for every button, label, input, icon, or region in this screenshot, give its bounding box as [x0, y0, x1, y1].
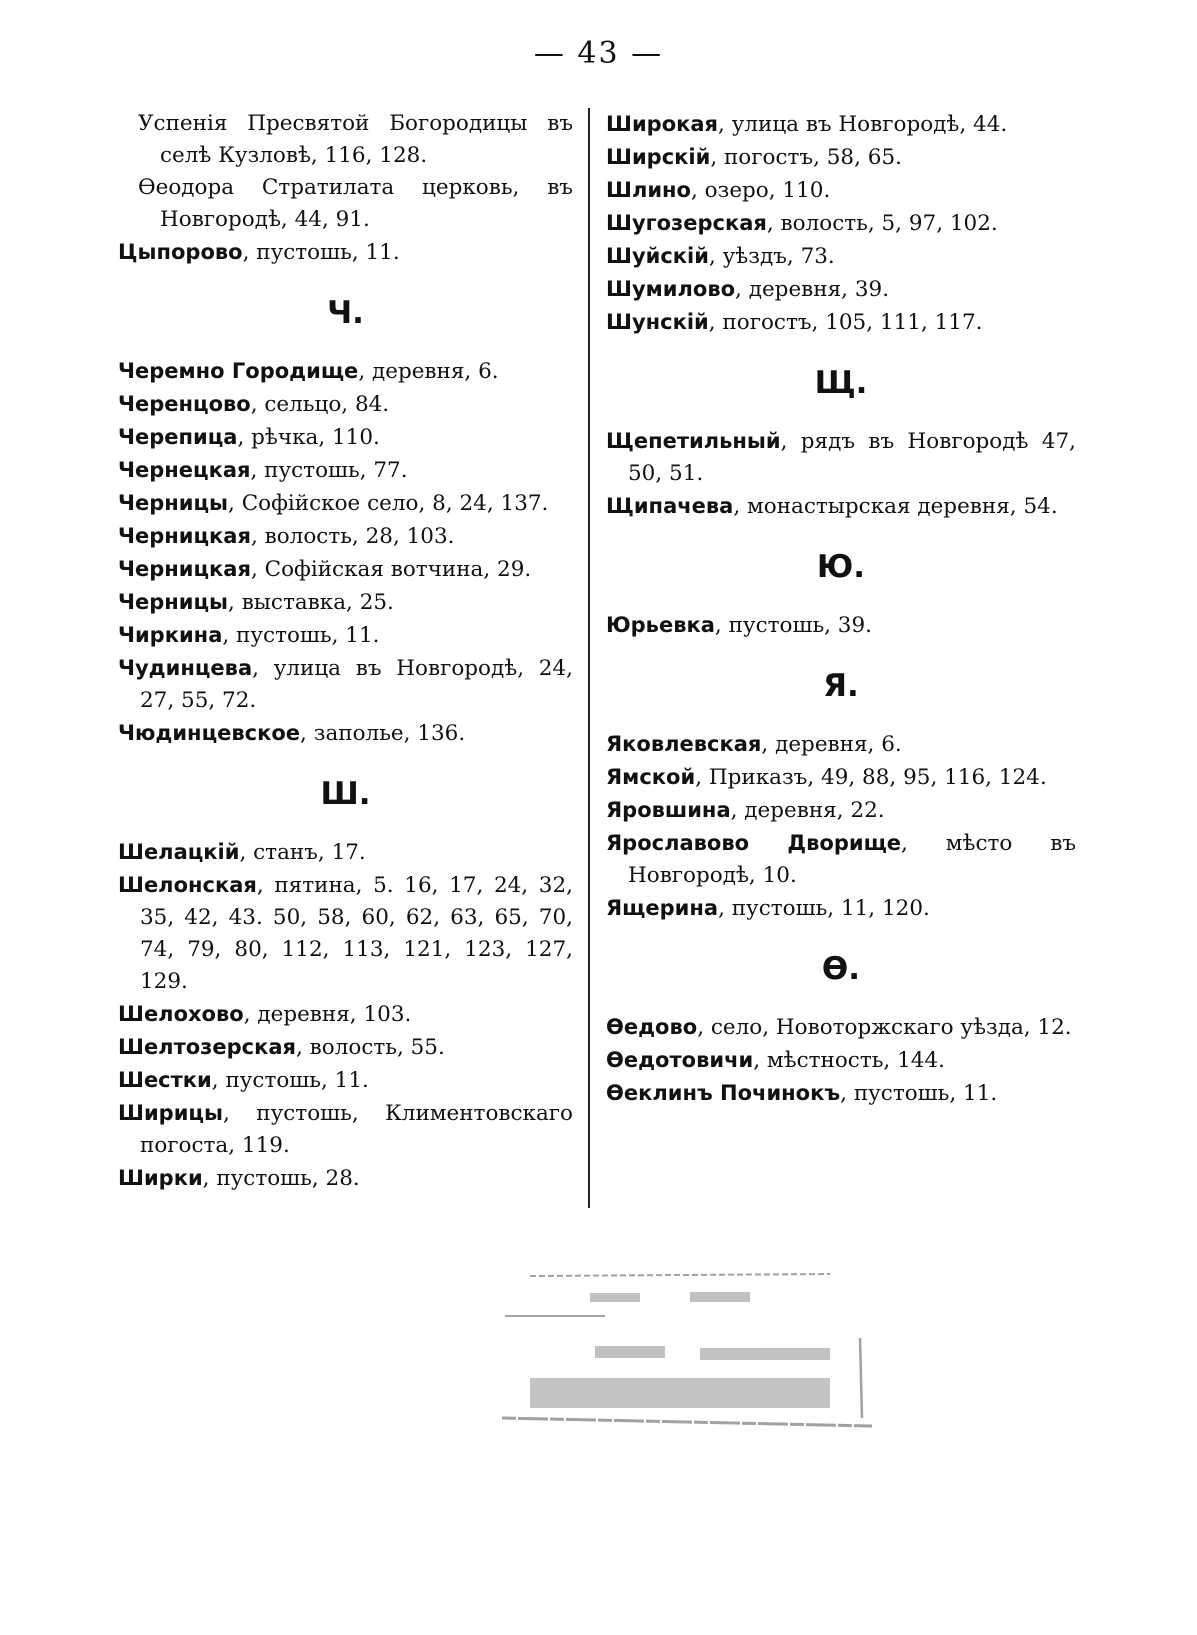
- right-column: [606, 108, 1076, 1110]
- entry-headword: Ширицы: [118, 1101, 223, 1125]
- index-entry: [118, 421, 573, 454]
- entry-headword: Щепетильный: [606, 429, 781, 453]
- section-letter: Ш.: [320, 776, 371, 812]
- left-column: [118, 108, 573, 1195]
- entry-text: , пустошь, 11.: [211, 1068, 369, 1093]
- entry-text: , деревня, 6.: [761, 732, 902, 757]
- entry-headword: Ящерина: [606, 896, 719, 920]
- index-entry: [606, 240, 1076, 273]
- section-letter: Щ.: [814, 365, 868, 401]
- section-letter: Ч.: [327, 295, 364, 331]
- index-entry: [606, 827, 1076, 892]
- index-entry: [606, 141, 1076, 174]
- entry-text: Успенія Пресвятой Богородицы въ селѣ Кузловѣ, 116, 128.: [138, 111, 573, 168]
- entry-text: , пустошь, 11.: [242, 240, 400, 265]
- entry-text: Ѳеодора Стратилата церковь, въ Новгородѣ, 44, 91.: [138, 175, 573, 232]
- index-entry: [118, 454, 573, 487]
- entry-headword: Шугозерская: [606, 211, 767, 235]
- entry-headword: Чиркина: [118, 623, 223, 647]
- entry-headword: Шелонская: [118, 873, 257, 897]
- page-number: — 43 —: [533, 36, 664, 71]
- index-entry: [606, 609, 1076, 642]
- entry-text: , погостъ, 58, 65.: [710, 145, 902, 170]
- entry-text: , пустошь, Климентовскаго погоста, 119.: [140, 1101, 573, 1158]
- entry-headword: Черницы: [118, 590, 229, 614]
- index-entry: [606, 306, 1076, 339]
- entry-text: , волость, 5, 97, 102.: [766, 211, 998, 236]
- entry-headword: Ярославово Дворище: [606, 831, 902, 855]
- entry-headword: Шелохово: [118, 1002, 244, 1026]
- entry-text: , Софійская вотчина, 29.: [250, 557, 532, 582]
- index-entry: [606, 1077, 1076, 1110]
- entry-headword: Черемно Городище: [118, 359, 359, 383]
- entry-text: , монастырская деревня, 54.: [733, 494, 1058, 519]
- entry-headword: Шуйскій: [606, 244, 709, 268]
- entry-text: , озеро, 110.: [690, 178, 831, 203]
- index-entry: [606, 490, 1076, 523]
- index-entry: [606, 794, 1076, 827]
- entry-text: , улица въ Новгородѣ, 24, 27, 55, 72.: [140, 656, 573, 713]
- index-entry: [118, 619, 573, 652]
- entry-headword: Шелтозерская: [118, 1035, 296, 1059]
- index-entry: [118, 553, 573, 586]
- entry-headword: Яровшина: [606, 798, 731, 822]
- index-entry: [606, 761, 1076, 794]
- entry-headword: Ѳедотовичи: [606, 1048, 754, 1072]
- section-letter: Ѳ.: [821, 951, 861, 987]
- entry-headword: Шлино: [606, 178, 691, 202]
- column-divider: [588, 108, 590, 1208]
- index-entry: [118, 520, 573, 553]
- index-entry: [606, 1044, 1076, 1077]
- entry-text: , выставка, 25.: [228, 590, 394, 615]
- entry-text: , пятина, 5. 16, 17, 24, 32, 35, 42, 43. 50, 58, 60, 62, 63, 65, 70, 74, 79, 80, 112, 113, 121, 123, 127, 129.: [140, 873, 573, 994]
- entry-text: , село, Новоторжскаго уѣзда, 12.: [697, 1015, 1072, 1040]
- index-entry: [118, 717, 573, 750]
- index-entry: [606, 892, 1076, 925]
- index-entry: [118, 869, 573, 998]
- section-letter: Ю.: [816, 549, 866, 585]
- index-entry: [118, 172, 573, 236]
- index-entry: [118, 388, 573, 421]
- index-entry: [118, 1031, 573, 1064]
- index-entry: [606, 425, 1076, 490]
- entry-text: , погостъ, 105, 111, 117.: [708, 310, 983, 335]
- entry-headword: Щипачева: [606, 494, 734, 518]
- entry-headword: Ширскій: [606, 145, 711, 169]
- entry-headword: Чудинцева: [118, 656, 253, 680]
- entry-headword: Черницкая: [118, 557, 251, 581]
- entry-text: , деревня, 22.: [730, 798, 885, 823]
- entry-text: , пустошь, 11.: [840, 1081, 998, 1106]
- entry-text: , пустошь, 28.: [202, 1166, 360, 1191]
- entry-text: , Приказъ, 49, 88, 95, 116, 124.: [695, 765, 1047, 790]
- entry-text: , Софійское село, 8, 24, 137.: [228, 491, 549, 516]
- index-entry: [118, 236, 573, 269]
- entry-headword: Цыпорово: [118, 240, 243, 264]
- entry-headword: Шестки: [118, 1068, 212, 1092]
- entry-headword: Шумилово: [606, 277, 736, 301]
- entry-headword: Юрьевка: [606, 613, 715, 637]
- entry-text: , заполье, 136.: [300, 721, 466, 746]
- index-entry: [606, 174, 1076, 207]
- entry-headword: Широкая: [606, 112, 719, 136]
- index-entry: [118, 1162, 573, 1195]
- library-stamp: [500, 1268, 905, 1433]
- entry-text: , волость, 28, 103.: [250, 524, 455, 549]
- entry-text: , волость, 55.: [296, 1035, 445, 1060]
- entry-headword: Черепица: [118, 425, 238, 449]
- entry-text: , пустошь, 39.: [714, 613, 873, 638]
- index-entry: [118, 1097, 573, 1162]
- entry-text: , пустошь, 11.: [222, 623, 380, 648]
- index-entry: [606, 273, 1076, 306]
- entry-text: , пустошь, 77.: [250, 458, 408, 483]
- index-entry: [606, 207, 1076, 240]
- entry-headword: Шелацкій: [118, 840, 240, 864]
- index-entry: [118, 586, 573, 619]
- entry-headword: Ѳеклинъ Починокъ: [606, 1081, 841, 1105]
- index-entry: [118, 652, 573, 717]
- index-entry: [118, 108, 573, 172]
- index-entry: [118, 487, 573, 520]
- index-entry: [118, 836, 573, 869]
- entry-text: , деревня, 6.: [358, 359, 499, 384]
- entry-text: , сельцо, 84.: [250, 392, 390, 417]
- entry-headword: Чернецкая: [118, 458, 251, 482]
- entry-text: , пустошь, 11, 120.: [718, 896, 930, 921]
- entry-headword: Чюдинцевское: [118, 721, 301, 745]
- entry-headword: Шунскій: [606, 310, 709, 334]
- index-entry: [118, 998, 573, 1031]
- entry-text: , уѣздъ, 73.: [708, 244, 835, 269]
- entry-headword: Черенцово: [118, 392, 251, 416]
- entry-text: , улица въ Новгородѣ, 44.: [718, 112, 1008, 137]
- index-entry: [606, 1011, 1076, 1044]
- entry-headword: Черницкая: [118, 524, 251, 548]
- entry-text: , рѣчка, 110.: [237, 425, 380, 450]
- entry-text: , мѣстность, 144.: [753, 1048, 945, 1073]
- index-entry: [606, 728, 1076, 761]
- entry-headword: Яковлевская: [606, 732, 762, 756]
- entry-headword: Черницы: [118, 491, 229, 515]
- entry-text: , мѣсто въ Новгородѣ, 10.: [628, 831, 1076, 888]
- entry-text: , деревня, 103.: [243, 1002, 412, 1027]
- entry-text: , станъ, 17.: [239, 840, 366, 865]
- index-entry: [606, 108, 1076, 141]
- entry-headword: Ширки: [118, 1166, 203, 1190]
- entry-text: , рядъ въ Новгородѣ 47, 50, 51.: [628, 429, 1076, 486]
- index-entry: [118, 1064, 573, 1097]
- index-entry: [118, 355, 573, 388]
- section-letter: Я.: [823, 668, 859, 704]
- entry-headword: Ямской: [606, 765, 696, 789]
- entry-headword: Ѳедово: [606, 1015, 698, 1039]
- entry-text: , деревня, 39.: [735, 277, 890, 302]
